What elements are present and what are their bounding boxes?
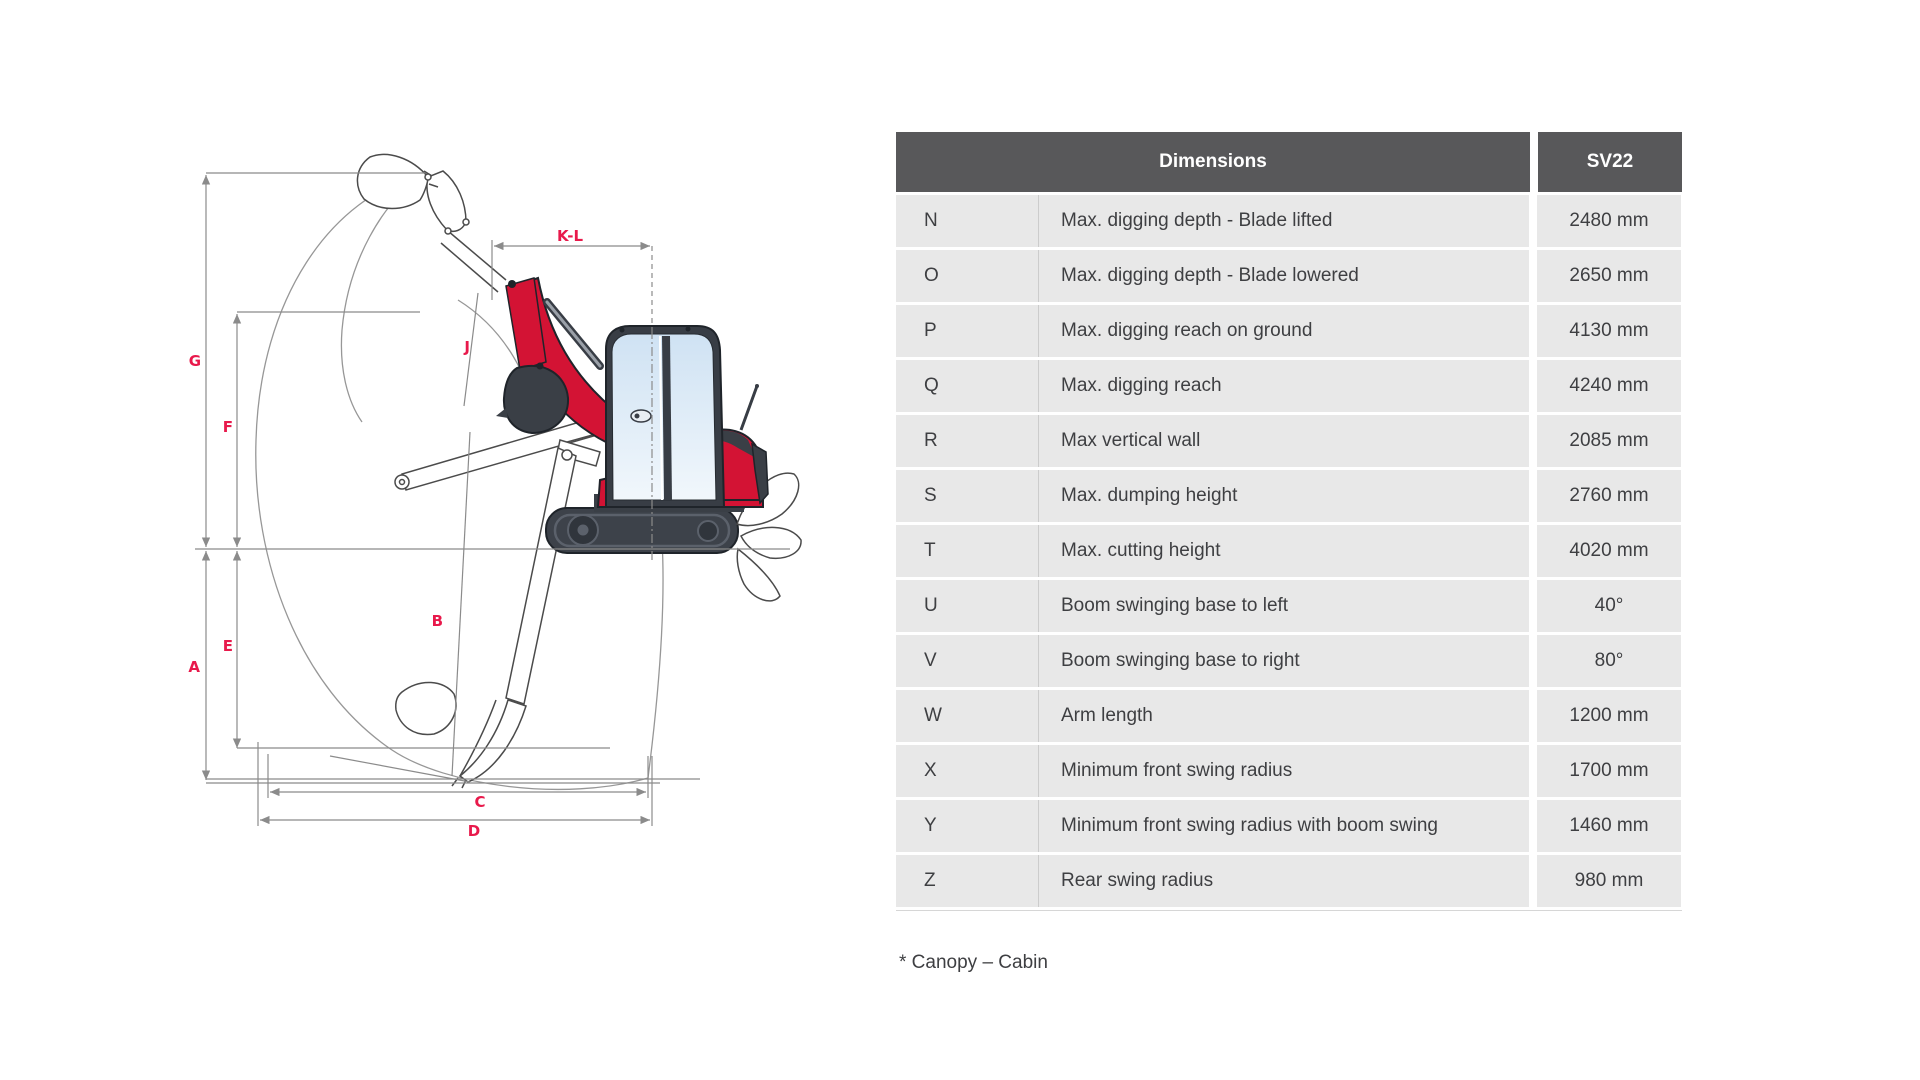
row-gap <box>1529 305 1537 357</box>
dim-value-cell: 2480 mm <box>1537 195 1681 247</box>
dim-letter-cell: X <box>896 745 1039 797</box>
table-row <box>896 800 1682 852</box>
dim-description-cell: Rear swing radius <box>1039 855 1529 907</box>
cab <box>606 326 724 507</box>
row-gap <box>1529 855 1537 907</box>
dim-letter-cell: S <box>896 470 1039 522</box>
table-row <box>896 305 1682 357</box>
dim-description-cell: Arm length <box>1039 690 1529 742</box>
header-gap <box>1530 132 1538 192</box>
bucket-curled <box>504 366 568 433</box>
row-gap <box>1529 635 1537 687</box>
row-gap <box>1529 690 1537 742</box>
dim-value-cell: 40° <box>1537 580 1681 632</box>
table-row <box>896 250 1682 302</box>
dim-value-cell: 1700 mm <box>1537 745 1681 797</box>
label-E: E <box>222 637 233 655</box>
excavator-dimension-diagram <box>170 130 830 870</box>
dim-letter-cell: R <box>896 415 1039 467</box>
label-D: D <box>467 822 481 840</box>
dim-description-cell: Minimum front swing radius with boom swing <box>1039 800 1529 852</box>
dimensions-header-cell: Dimensions <box>896 132 1530 192</box>
dim-value-cell: 80° <box>1537 635 1681 687</box>
dim-description-cell: Max. dumping height <box>1039 470 1529 522</box>
row-gap <box>1529 580 1537 632</box>
table-row <box>896 525 1682 577</box>
handrail <box>741 386 757 430</box>
label-A: A <box>188 658 200 676</box>
label-C: C <box>474 793 486 811</box>
tracks <box>546 508 738 553</box>
dim-description-cell: Boom swinging base to left <box>1039 580 1529 632</box>
dim-description-cell: Minimum front swing radius <box>1039 745 1529 797</box>
row-gap <box>1529 745 1537 797</box>
row-gap <box>1529 250 1537 302</box>
table-row <box>896 195 1682 247</box>
dim-value-cell: 980 mm <box>1537 855 1681 907</box>
label-J: J <box>464 338 470 356</box>
table-row <box>896 690 1682 742</box>
table-bottom-border <box>896 910 1682 911</box>
dim-description-cell: Max. digging depth - Blade lifted <box>1039 195 1529 247</box>
door-handle <box>631 410 651 422</box>
dimensions-table <box>896 132 1682 911</box>
dim-letter-cell: U <box>896 580 1039 632</box>
dim-letter-cell: O <box>896 250 1039 302</box>
dim-description-cell: Max. digging reach on ground <box>1039 305 1529 357</box>
row-gap <box>1529 415 1537 467</box>
row-gap <box>1529 195 1537 247</box>
table-body <box>896 195 1682 907</box>
dim-description-cell: Max vertical wall <box>1039 415 1529 467</box>
table-row <box>896 745 1682 797</box>
dim-value-cell: 4240 mm <box>1537 360 1681 412</box>
label-F: F <box>222 418 233 436</box>
dim-letter-cell: T <box>896 525 1039 577</box>
dim-description-cell: Boom swinging base to right <box>1039 635 1529 687</box>
dim-letter-cell: W <box>896 690 1039 742</box>
dim-letter-cell: V <box>896 635 1039 687</box>
dim-letter-cell: Z <box>896 855 1039 907</box>
table-row <box>896 470 1682 522</box>
row-gap <box>1529 470 1537 522</box>
dim-description-cell: Max. digging depth - Blade lowered <box>1039 250 1529 302</box>
dim-letter-cell: P <box>896 305 1039 357</box>
dim-value-cell: 2760 mm <box>1537 470 1681 522</box>
table-row <box>896 635 1682 687</box>
table-row <box>896 855 1682 907</box>
footnote: * Canopy – Cabin <box>899 952 1048 973</box>
dim-value-cell: 2650 mm <box>1537 250 1681 302</box>
dim-letter-cell: Y <box>896 800 1039 852</box>
dim-value-cell: 1200 mm <box>1537 690 1681 742</box>
table-row <box>896 360 1682 412</box>
table-row <box>896 580 1682 632</box>
dim-value-cell: 4020 mm <box>1537 525 1681 577</box>
row-gap <box>1529 360 1537 412</box>
dim-value-cell: 2085 mm <box>1537 415 1681 467</box>
dim-description-cell: Max. digging reach <box>1039 360 1529 412</box>
table-row <box>896 415 1682 467</box>
dim-value-cell: 1460 mm <box>1537 800 1681 852</box>
table-header-row <box>896 132 1682 192</box>
label-G: G <box>188 352 201 370</box>
model-header-cell: SV22 <box>1538 132 1682 192</box>
label-B: B <box>431 612 443 630</box>
dim-letter-cell: N <box>896 195 1039 247</box>
arm-max-height-outline <box>357 154 506 292</box>
arm-digging-outline <box>395 414 611 788</box>
row-gap <box>1529 800 1537 852</box>
dim-description-cell: Max. cutting height <box>1039 525 1529 577</box>
dim-value-cell: 4130 mm <box>1537 305 1681 357</box>
dim-letter-cell: Q <box>896 360 1039 412</box>
label-KL: K-L <box>556 227 584 245</box>
row-gap <box>1529 525 1537 577</box>
